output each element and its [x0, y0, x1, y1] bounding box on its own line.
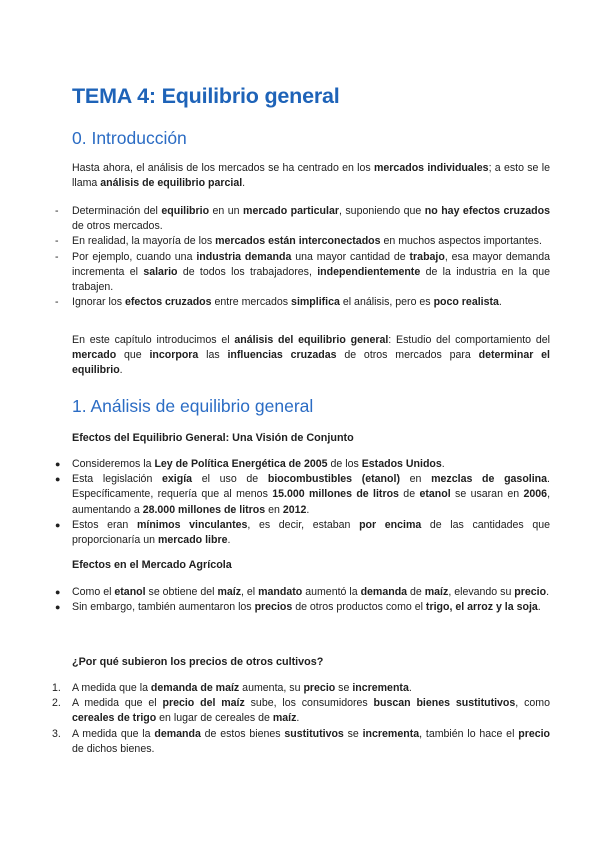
bold-text: maíz — [424, 586, 449, 598]
text: de los — [327, 458, 362, 470]
bold-text: equilibrio — [161, 205, 210, 217]
bold-text: Ley de Política Energética de 2005 — [154, 458, 328, 470]
text: . — [408, 682, 412, 694]
text: , es decir, estaban — [247, 518, 360, 531]
text: se obtiene del — [145, 586, 218, 598]
bold-text: determinar el equilibrio — [72, 349, 550, 377]
dash-marker: - — [55, 250, 59, 263]
text: de — [398, 488, 420, 501]
bold-text: trabajo — [409, 250, 445, 263]
list-item — [0, 518, 550, 548]
text: de — [407, 586, 425, 598]
text: En este capítulo introducimos el — [72, 334, 235, 346]
bold-text: precio — [518, 727, 551, 740]
bold-text: biocombustibles (etanol) — [267, 473, 400, 486]
bold-text: incorpora — [149, 349, 199, 362]
text: el uso de — [192, 473, 268, 486]
text: de la industria en la que trabajen. — [72, 265, 550, 294]
bold-text: industria demanda — [196, 250, 292, 263]
bold-text: demanda de maíz — [150, 682, 240, 694]
text: Hasta ahora, el análisis de los mercados se ha centrado en los — [72, 162, 374, 174]
intro-dash-list — [0, 204, 550, 310]
bold-text: independientemente — [317, 265, 421, 278]
text: de dichos bienes. — [72, 742, 155, 755]
bullet-icon: ● — [55, 474, 61, 485]
text: una mayor cantidad de — [291, 250, 410, 263]
text: , como — [515, 697, 550, 710]
bold-text: trigo, el arroz y la soja — [425, 601, 538, 614]
list-item — [0, 250, 550, 296]
bold-text: 2006 — [523, 488, 548, 501]
bold-text: sustitutivos — [284, 727, 344, 740]
text: en muchos aspectos importantes. — [380, 235, 542, 248]
text: , esa mayor demanda incrementa el — [72, 250, 550, 278]
text: el análisis, pero es — [339, 296, 434, 309]
list-item — [0, 204, 550, 234]
text: . — [441, 458, 445, 470]
list-number: 3. — [52, 727, 61, 740]
bullet-icon: ● — [55, 602, 61, 613]
bold-text: 15.000 millones de litros — [272, 488, 399, 501]
list-item — [0, 681, 550, 696]
bold-text: 28.000 millones de litros — [142, 503, 266, 516]
bold-text: efectos cruzados — [125, 296, 212, 309]
text: A medida que la — [72, 682, 151, 694]
bold-text: no hay efectos cruzados — [424, 205, 551, 217]
bold-text: maíz — [217, 586, 242, 598]
bold-text: por encima — [359, 518, 422, 531]
text: A medida que el — [72, 697, 163, 710]
text: se — [335, 682, 353, 694]
bold-text: mezclas de gasolina — [431, 473, 548, 486]
list-number: 1. — [52, 682, 61, 694]
text: . — [537, 601, 541, 614]
bullet-icon: ● — [55, 519, 61, 530]
text: se — [343, 727, 363, 740]
text: Sin embargo, también aumentaron los — [72, 601, 255, 614]
text: , elevando su — [448, 586, 515, 598]
text: . — [242, 177, 246, 190]
bullet-list-ley — [0, 457, 550, 548]
text: Como el — [72, 586, 115, 598]
section-heading-introduccion: 0. Introducción — [72, 128, 187, 148]
bold-text: Estados Unidos — [361, 458, 442, 470]
page-title: TEMA 4: Equilibrio general — [72, 84, 340, 108]
text: , aumentando a — [72, 488, 551, 516]
list-item — [0, 234, 550, 249]
subheading-mercado-agricola: Efectos en el Mercado Agrícola — [72, 559, 232, 571]
subheading-por-que: ¿Por qué subieron los precios de otros cultivos? — [72, 656, 324, 668]
text: sube, los consumidores — [244, 697, 374, 710]
text: las — [198, 349, 228, 362]
text: que — [116, 349, 150, 362]
bold-text: poco realista — [433, 296, 499, 309]
bold-text: precios — [254, 601, 293, 614]
dash-marker: - — [55, 235, 59, 248]
text: en — [265, 503, 283, 516]
text: de las cantidades que proporcionaría un — [72, 518, 550, 547]
list-item — [0, 457, 550, 472]
text: en un — [209, 205, 244, 217]
bold-text: mercado — [72, 349, 117, 362]
bold-text: cereales de trigo — [72, 712, 157, 725]
intro-paragraph — [72, 161, 550, 191]
text: En realidad, la mayoría de los — [72, 235, 216, 248]
subheading-vision-conjunto: Efectos del Equilibrio General: Una Visión de Conjunto — [72, 432, 354, 444]
text: aumenta, su — [239, 682, 304, 694]
text: . — [119, 364, 123, 377]
bold-text: 2012 — [282, 503, 307, 516]
closing-paragraph — [72, 333, 550, 379]
bold-text: mercados individuales — [374, 162, 489, 174]
bold-text: simplifica — [291, 296, 340, 309]
bold-text: precio — [514, 586, 547, 598]
bold-text: demanda — [154, 727, 201, 740]
bold-text: buscan bienes sustitutivos — [373, 697, 516, 710]
text: aumentó la — [302, 586, 361, 598]
bullet-list-agricola — [0, 585, 550, 615]
bold-text: mercado libre — [157, 534, 228, 547]
text: en lugar de cereales de — [156, 712, 273, 725]
dash-marker: - — [55, 205, 59, 217]
text: . Específicamente, requería que al menos — [72, 473, 550, 501]
text: Determinación del — [72, 205, 162, 217]
bold-text: exigía — [162, 473, 193, 486]
text: , suponiendo que — [338, 205, 425, 217]
numbered-list-razones — [0, 681, 550, 757]
bold-text: incrementa — [352, 682, 409, 694]
bold-text: análisis del equilibrio general — [234, 334, 389, 346]
text: A medida que la — [72, 727, 155, 740]
bold-text: etanol — [419, 488, 451, 501]
bold-text: mandato — [258, 586, 303, 598]
list-item — [0, 295, 550, 310]
bold-text: precio — [303, 682, 336, 694]
text: . — [498, 296, 502, 309]
text: ; a esto se le llama — [72, 162, 550, 190]
list-item — [0, 600, 550, 615]
bold-text: mercado particular — [243, 205, 339, 217]
text: se usaran en — [450, 488, 524, 501]
bold-text: incrementa — [362, 727, 420, 740]
text: de estos bienes — [200, 727, 285, 740]
text: de todos los trabajadores, — [177, 265, 318, 278]
bold-text: mercados están interconectados — [215, 235, 381, 248]
text: . — [546, 586, 550, 598]
text: en — [399, 473, 432, 486]
text: de otros mercados. — [72, 220, 163, 233]
bold-text: maíz — [272, 712, 297, 725]
bold-text: salario — [143, 265, 178, 278]
list-item — [0, 696, 550, 726]
list-number: 2. — [52, 697, 61, 710]
text: Consideremos la — [72, 458, 155, 470]
text: Esta legislación — [72, 473, 163, 486]
bold-text: influencias cruzadas — [227, 349, 337, 362]
text: de otros productos como el — [292, 601, 426, 614]
text: . — [306, 503, 310, 516]
bullet-icon: ● — [55, 459, 61, 469]
bold-text: etanol — [114, 586, 146, 598]
bullet-icon: ● — [55, 587, 61, 597]
text: de otros mercados para — [336, 349, 479, 362]
text: . — [296, 712, 300, 725]
text: Estos eran — [72, 518, 137, 531]
list-item — [0, 472, 550, 518]
text: , también lo hace el — [419, 727, 519, 740]
dash-marker: - — [55, 296, 59, 309]
bold-text: análisis de equilibrio parcial — [100, 177, 243, 190]
text: entre mercados — [211, 296, 292, 309]
text: : Estudio del comportamiento del — [388, 334, 550, 346]
section-heading-analisis: 1. Análisis de equilibrio general — [72, 396, 314, 416]
text: . — [227, 534, 231, 547]
bold-text: precio del maíz — [162, 697, 245, 710]
text: Ignorar los — [72, 296, 125, 309]
text: Por ejemplo, cuando una — [72, 250, 197, 263]
list-item — [0, 585, 550, 600]
text: , el — [241, 586, 259, 598]
bold-text: demanda — [360, 586, 408, 598]
list-item — [0, 727, 550, 757]
bold-text: mínimos vinculantes — [136, 518, 248, 531]
